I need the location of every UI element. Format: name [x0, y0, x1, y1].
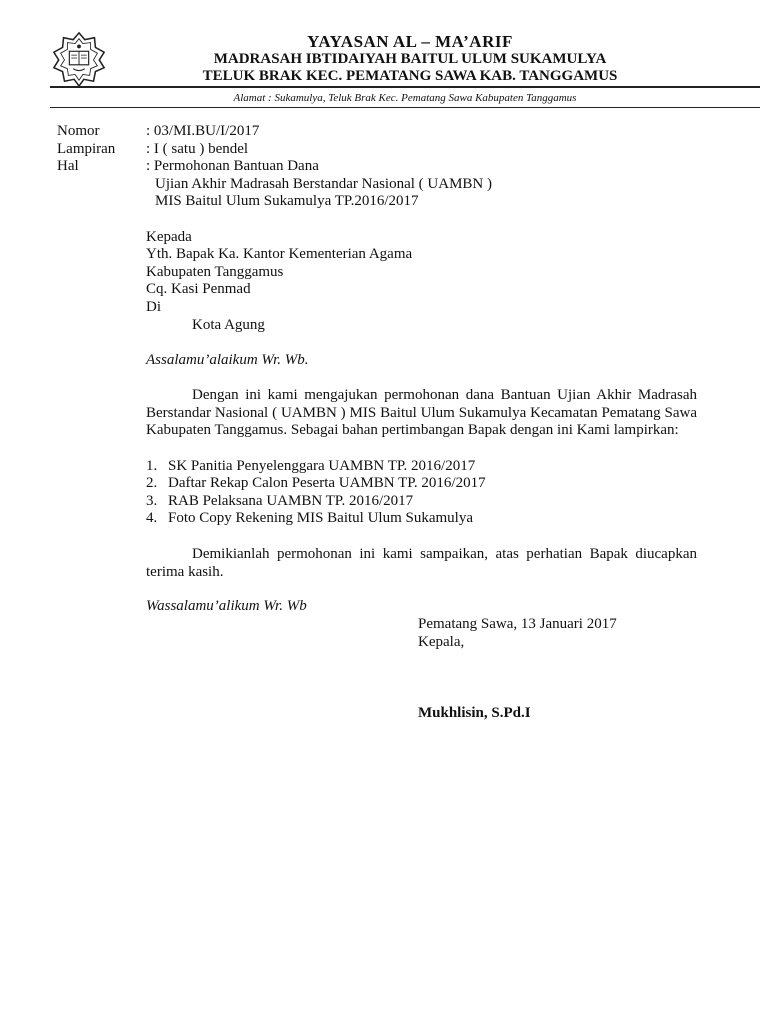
- letterhead-divider: [50, 86, 760, 88]
- nomor-label: Nomor: [57, 123, 100, 139]
- recipient-line2: Kabupaten Tanggamus: [146, 264, 284, 280]
- body-paragraph-2: Demikianlah permohonan ini kami sampaikan, atas perhatian Bapak diucapkan terima kasih.: [146, 546, 697, 580]
- signature-position: Kepala,: [418, 634, 465, 650]
- recipient-line4: Di: [146, 299, 161, 315]
- hal-value-line1: : Permohonan Bantuan Dana: [146, 158, 319, 174]
- closing-salutation: Wassalamu’alikum Wr. Wb: [146, 598, 307, 614]
- nomor-value: : 03/MI.BU/I/2017: [146, 123, 260, 139]
- address-divider: [50, 107, 760, 108]
- signatory-name: Mukhlisin, S.Pd.I: [418, 705, 531, 721]
- hal-value-line3: MIS Baitul Ulum Sukamulya TP.2016/2017: [155, 193, 419, 209]
- attachment-item: Daftar Rekap Calon Peserta UAMBN TP. 2016/2017: [168, 475, 486, 491]
- attachment-item: RAB Pelaksana UAMBN TP. 2016/2017: [168, 493, 414, 509]
- body-paragraph-1: Dengan ini kami mengajukan permohonan dana Bantuan Ujian Akhir Madrasah Berstandar Nasional ( UAMBN ) MIS Baitul Ulum Sukamulya Kecamatan Pematang Sawa Kabupaten Tanggamus. Sebagai bahan pertimbangan Bapak dengan ini Kami lampirkan:: [146, 387, 697, 439]
- attachment-number: 1.: [146, 458, 158, 474]
- recipient-city: Kota Agung: [192, 317, 265, 333]
- school-name: MADRASAH IBTIDAIYAH BAITUL ULUM SUKAMULYA: [213, 51, 607, 67]
- letterhead: [110, 32, 710, 85]
- attachment-number: 4.: [146, 510, 158, 526]
- school-address: Alamat : Sukamulya, Teluk Brak Kec. Pematang Sawa Kabupaten Tanggamus: [233, 92, 577, 104]
- school-location: TELUK BRAK KEC. PEMATANG SAWA KAB. TANGGAMUS: [202, 68, 618, 84]
- recipient-line1: Yth. Bapak Ka. Kantor Kementerian Agama: [146, 246, 413, 262]
- ministry-emblem-icon: [50, 30, 108, 88]
- recipient-to: Kepada: [146, 229, 192, 245]
- greeting: Assalamu’alaikum Wr. Wb.: [146, 352, 309, 368]
- signature-place-date: Pematang Sawa, 13 Januari 2017: [418, 616, 617, 632]
- foundation-name: YAYASAN AL – MA’ARIF: [307, 32, 513, 51]
- attachment-number: 2.: [146, 475, 158, 491]
- hal-value-line2: Ujian Akhir Madrasah Berstandar Nasional ( UAMBN ): [155, 176, 493, 192]
- attachment-number: 3.: [146, 493, 158, 509]
- lampiran-value: : I ( satu ) bendel: [146, 141, 249, 157]
- attachment-item: Foto Copy Rekening MIS Baitul Ulum Sukamulya: [168, 510, 474, 526]
- recipient-line3: Cq. Kasi Penmad: [146, 281, 251, 297]
- attachment-item: SK Panitia Penyelenggara UAMBN TP. 2016/2017: [168, 458, 476, 474]
- hal-label: Hal: [57, 158, 79, 174]
- lampiran-label: Lampiran: [57, 141, 116, 157]
